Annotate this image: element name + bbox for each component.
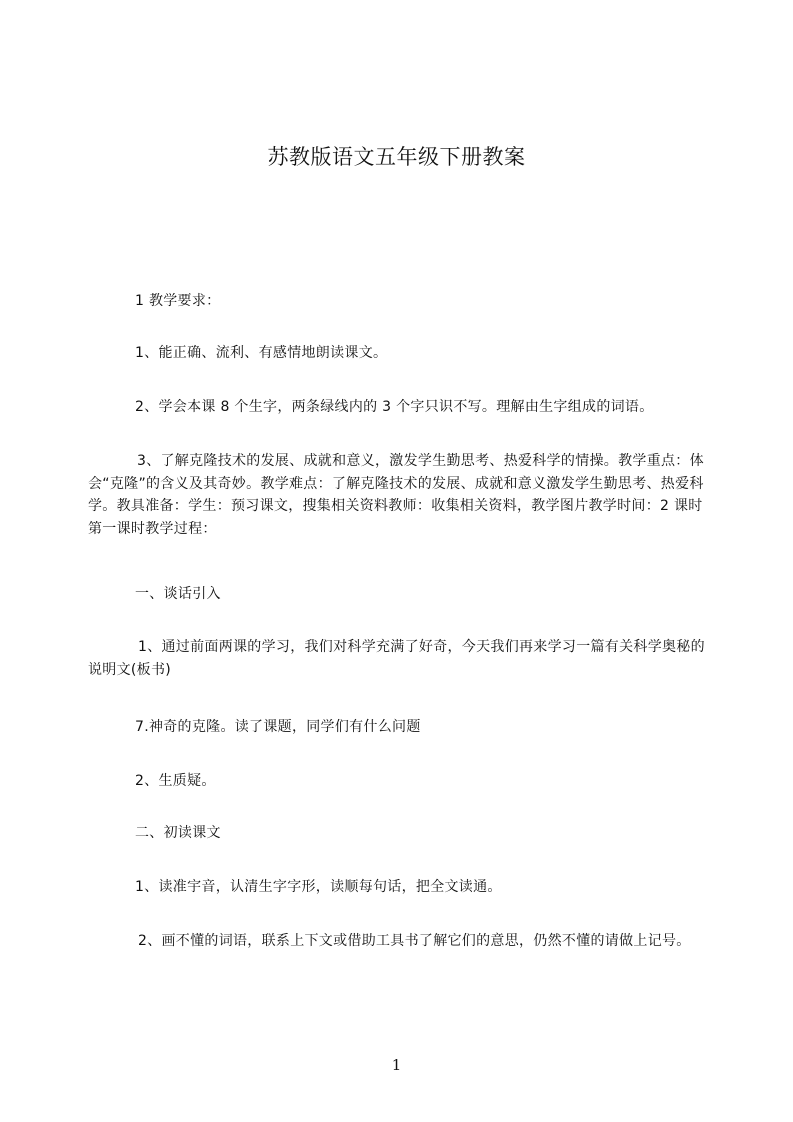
section-heading-first-reading: 二、初读课文 [135, 825, 221, 841]
paragraph-reading-2: 2、画不懂的词语，联系上下文或借助工具书了解它们的意思，仍然不懂的请做上记号。 [138, 933, 691, 949]
paragraph-questions: 2、生质疑。 [135, 773, 216, 789]
paragraph-intro-1: 1、通过前面两课的学习，我们对科学充满了好奇，今天我们再来学习一篇有关科学奥秘的说明文(板书) [88, 639, 705, 678]
document-title: 苏教版语文五年级下册教案 [267, 145, 526, 169]
section-heading-intro: 一、谈话引入 [135, 586, 221, 602]
paragraph-requirement-2: 2、学会本课 8 个生字，两条绿线内的 3 个字只识不写。理解由生字组成的词语。 [135, 399, 654, 415]
paragraph-reading-1: 1、读准宇音，认清生字字形，读顺每句话，把全文读通。 [135, 879, 502, 895]
paragraph-teaching-requirements: 1 教学要求： [135, 293, 221, 309]
paragraph-lesson-title: 7.神奇的克隆。读了课题，同学们有什么问题 [135, 719, 421, 735]
paragraph-requirement-1: 1、能正确、流利、有感情地朗读课文。 [135, 345, 388, 361]
page-number: 1 [391, 1056, 402, 1074]
paragraph-requirement-3: 3、了解克隆技术的发展、成就和意义，激发学生勤思考、热爱科学的情操。教学重点：体会“克隆”的含义及其奇妙。教学难点：了解克隆技术的发展、成就和意义激发学生勤思考、热爱科学。教具准备：学生：预习课文，搜集相关资料教师：收集相关资料，教学图片教学时间：2 课时第一课时教学过程： [88, 453, 704, 538]
